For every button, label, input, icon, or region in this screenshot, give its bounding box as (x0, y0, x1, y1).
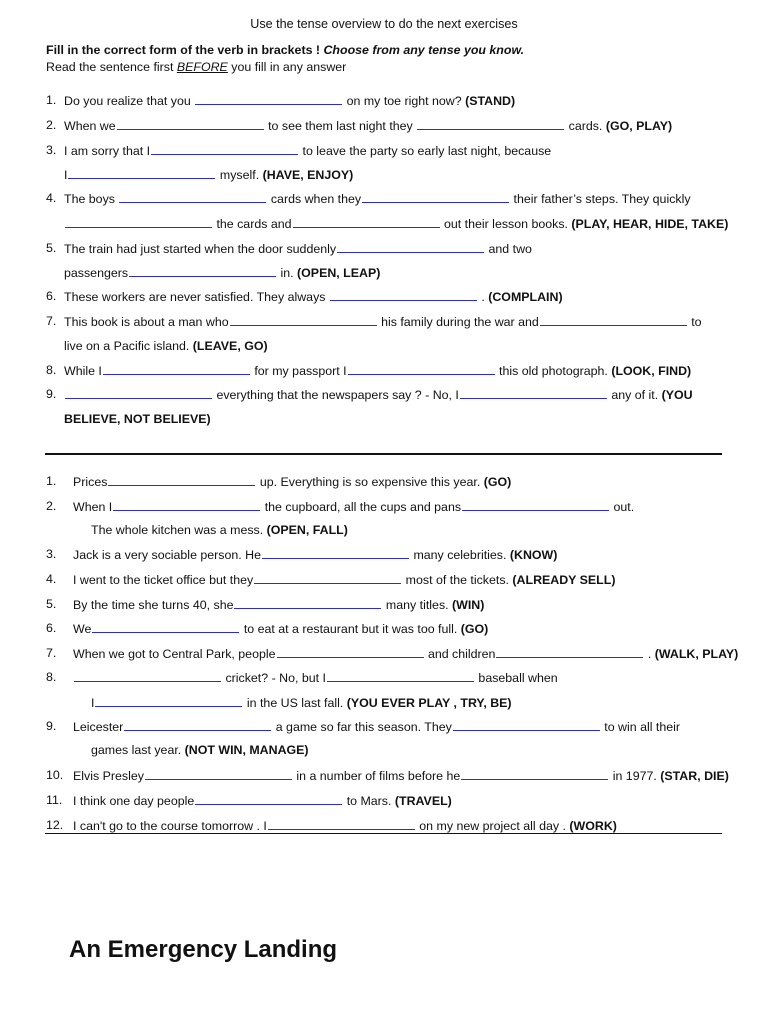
answer-blank[interactable] (262, 546, 409, 559)
instruction-line-2 (46, 60, 346, 74)
verb-hint: (KNOW) (509, 548, 558, 562)
sentence-text: a game so far this season. They (272, 720, 452, 734)
sentence-text: When we got to Central Park, people (73, 647, 276, 661)
answer-blank[interactable] (453, 718, 600, 731)
answer-blank[interactable] (348, 362, 495, 375)
item-number: 2. (46, 499, 57, 513)
item-number: 9. (46, 719, 57, 733)
sentence-text: Do you realize that you (64, 94, 195, 108)
sentence-text: and two (485, 242, 532, 256)
sentence-text: cards. (565, 119, 606, 133)
answer-blank[interactable] (330, 288, 477, 301)
sentence-text: to win all their (600, 720, 681, 734)
sentence-text: live on a Pacific island. (64, 339, 193, 353)
sentence-text: to (687, 315, 702, 329)
verb-hint: (GO, PLAY) (605, 119, 673, 133)
sentence-text: his family during the war and (377, 315, 539, 329)
sentence-text: for my passport I (250, 364, 347, 378)
item-number: 3. (46, 143, 57, 157)
item-number: 5. (46, 597, 57, 611)
answer-blank[interactable] (337, 240, 484, 253)
sentence-text: most of the tickets. (402, 573, 513, 587)
sentence-text: I think one day people (73, 794, 195, 808)
sentence-text: many titles. (382, 598, 453, 612)
exercise-line (73, 792, 452, 809)
verb-hint: (GO) (460, 622, 489, 636)
answer-blank[interactable] (65, 386, 212, 399)
exercise-line (64, 166, 353, 183)
sentence-text: many celebrities. (410, 548, 510, 562)
sentence-text: The boys (64, 192, 119, 206)
exercise-line (73, 571, 615, 588)
sentence-text: in the US last fall. (243, 696, 347, 710)
exercise-line (64, 215, 728, 232)
verb-hint: (PLAY, HEAR, HIDE, TAKE) (571, 217, 729, 231)
item-number: 7. (46, 314, 57, 328)
exercise-line (64, 240, 532, 257)
exercise-line (64, 190, 691, 207)
sentence-text: to Mars. (343, 794, 395, 808)
answer-blank[interactable] (462, 498, 609, 511)
sentence-text: up. Everything is so expensive this year. (256, 475, 484, 489)
item-number: 6. (46, 289, 57, 303)
sentence-text: myself. (216, 168, 263, 182)
verb-hint: (OPEN, LEAP) (297, 266, 381, 280)
exercise-line (64, 92, 515, 109)
verb-hint: (YOU EVER PLAY , TRY, BE) (346, 696, 512, 710)
exercise-line (64, 264, 380, 281)
item-number: 12. (46, 818, 64, 832)
verb-hint: (WIN) (452, 598, 485, 612)
verb-hint: (STAR, DIE) (660, 769, 729, 783)
instruction-bold: Fill in the correct form of the verb in brackets ! (46, 43, 324, 57)
exercise-line (91, 522, 348, 538)
answer-blank[interactable] (117, 117, 264, 130)
verb-hint: (ALREADY SELL) (512, 573, 616, 587)
verb-hint: (LEAVE, GO) (192, 339, 268, 353)
exercise-line (73, 620, 488, 637)
answer-blank[interactable] (119, 190, 266, 203)
answer-blank[interactable] (145, 767, 292, 780)
item-number: 5. (46, 241, 57, 255)
sentence-text: to eat at a restaurant but it was too full. (240, 622, 461, 636)
verb-hint: (COMPLAIN) (488, 290, 563, 304)
exercise-line (64, 142, 551, 159)
exercise-line (73, 596, 484, 613)
answer-blank[interactable] (460, 386, 607, 399)
answer-blank[interactable] (108, 473, 255, 486)
section-end-rule (45, 833, 722, 834)
sentence-text: Prices (73, 475, 108, 489)
exercise-line (73, 645, 738, 662)
exercise-line (91, 742, 309, 758)
sentence-text: When we (64, 119, 116, 133)
answer-blank[interactable] (74, 669, 221, 682)
sentence-text: baseball when (474, 671, 558, 685)
section-divider (45, 453, 722, 455)
exercise-line (64, 386, 693, 403)
sentence-text: By the time she turns 40, she (73, 598, 234, 612)
answer-blank[interactable] (461, 767, 608, 780)
verb-hint: (HAVE, ENJOY) (262, 168, 354, 182)
sentence-text: When I (73, 500, 113, 514)
sentence-text: We (73, 622, 92, 636)
sentence-text: passengers (64, 266, 129, 280)
sentence-text: I (91, 696, 95, 710)
exercise-line (73, 767, 729, 784)
exercise-line (73, 498, 634, 515)
exercise-line (64, 117, 672, 134)
answer-blank[interactable] (95, 694, 242, 707)
answer-blank[interactable] (234, 596, 381, 609)
sentence-text: cards when they (267, 192, 362, 206)
sentence-text: I went to the ticket office but they (73, 573, 254, 587)
sentence-text: Leicester (73, 720, 124, 734)
instruction-italic: Choose from any tense you know. (323, 43, 525, 57)
sentence-text: the cupboard, all the cups and pans (261, 500, 462, 514)
sentence-text: in a number of films before he (292, 769, 461, 783)
sentence-text: I (64, 168, 68, 182)
item-number: 6. (46, 621, 57, 635)
verb-hint: (OPEN, FALL) (266, 523, 348, 537)
item-number: 9. (46, 387, 57, 401)
verb-hint: (YOU (661, 388, 693, 402)
answer-blank[interactable] (254, 571, 401, 584)
sentence-text: this old photograph. (495, 364, 612, 378)
sentence-text: While I (64, 364, 102, 378)
exercise-line (73, 669, 558, 686)
sentence-text: everything that the newspapers say ? - No, I (213, 388, 459, 402)
sentence-text: The train had just started when the door suddenly (64, 242, 337, 256)
exercise-line (73, 718, 680, 735)
sentence-text: Elvis Presley (73, 769, 144, 783)
verb-hint: (NOT WIN, MANAGE) (184, 743, 309, 757)
answer-blank[interactable] (103, 362, 250, 375)
answer-blank[interactable] (68, 166, 215, 179)
verb-hint: (WALK, PLAY) (654, 647, 739, 661)
sentence-text: This book is about a man who (64, 315, 229, 329)
sentence-text: . (477, 290, 489, 304)
item-number: 11. (46, 793, 63, 807)
sentence-text: their father’s steps. They quickly (510, 192, 691, 206)
item-number: 3. (46, 547, 57, 561)
story-heading: An Emergency Landing (69, 936, 338, 963)
answer-blank[interactable] (417, 117, 564, 130)
sentence-text: I can't go to the course tomorrow . I (73, 819, 267, 833)
exercise-line (73, 546, 557, 563)
sentence-text: . (644, 647, 655, 661)
item-number: 1. (46, 474, 57, 488)
answer-blank[interactable] (230, 313, 377, 326)
answer-blank[interactable] (293, 215, 440, 228)
answer-blank[interactable] (92, 620, 239, 633)
answer-blank[interactable] (129, 264, 276, 277)
sentence-text: I am sorry that I (64, 144, 151, 158)
answer-blank[interactable] (540, 313, 687, 326)
exercise-line (64, 411, 211, 427)
answer-blank[interactable] (327, 669, 474, 682)
exercise-line (64, 313, 702, 330)
exercise-line (73, 817, 617, 834)
item-number: 4. (46, 191, 57, 205)
exercise-line (91, 694, 512, 711)
answer-blank[interactable] (113, 498, 260, 511)
sentence-text: any of it. (607, 388, 662, 402)
verb-hint: (STAND) (465, 94, 516, 108)
sentence-text: to leave the party so early last night, because (299, 144, 552, 158)
sentence-text: and children (424, 647, 496, 661)
answer-blank[interactable] (65, 215, 212, 228)
item-number: 8. (46, 670, 57, 684)
instruction-text: Read the sentence first (46, 60, 177, 74)
answer-blank[interactable] (496, 645, 643, 658)
sentence-text: out. (610, 500, 635, 514)
item-number: 2. (46, 118, 57, 132)
verb-hint: (TRAVEL) (394, 794, 452, 808)
verb-hint: (LOOK, FIND) (611, 364, 692, 378)
answer-blank[interactable] (124, 718, 271, 731)
answer-blank[interactable] (362, 190, 509, 203)
instruction-line-1 (46, 43, 524, 57)
sentence-text: cricket? - No, but I (222, 671, 326, 685)
instruction-emphasis: BEFORE (176, 60, 228, 74)
sentence-text: out their lesson books. (440, 217, 572, 231)
sentence-text: to see them last night they (264, 119, 417, 133)
item-number: 4. (46, 572, 57, 586)
sentence-text: the cards and (213, 217, 292, 231)
exercise-line (64, 338, 268, 354)
sentence-text: on my toe right now? (343, 94, 466, 108)
answer-blank[interactable] (151, 142, 298, 155)
sentence-text: These workers are never satisfied. They always (64, 290, 329, 304)
sentence-text: in. (277, 266, 298, 280)
verb-hint: BELIEVE, NOT BELIEVE) (64, 412, 211, 426)
page-title: Use the tense overview to do the next exercises (250, 17, 518, 31)
sentence-text: in 1977. (609, 769, 661, 783)
item-number: 1. (46, 93, 57, 107)
exercise-line (73, 473, 511, 490)
answer-blank[interactable] (195, 792, 342, 805)
sentence-text: games last year. (91, 743, 185, 757)
answer-blank[interactable] (277, 645, 424, 658)
item-number: 7. (46, 646, 57, 660)
sentence-text: The whole kitchen was a mess. (91, 523, 267, 537)
item-number: 10. (46, 768, 64, 782)
instruction-text: you fill in any answer (227, 60, 347, 74)
sentence-text: on my new project all day . (415, 819, 570, 833)
verb-hint: (WORK) (569, 819, 617, 833)
exercise-line (64, 362, 691, 379)
verb-hint: (GO) (483, 475, 512, 489)
sentence-text: Jack is a very sociable person. He (73, 548, 262, 562)
answer-blank[interactable] (195, 92, 342, 105)
exercise-line (64, 288, 563, 305)
answer-blank[interactable] (268, 817, 415, 830)
item-number: 8. (46, 363, 57, 377)
